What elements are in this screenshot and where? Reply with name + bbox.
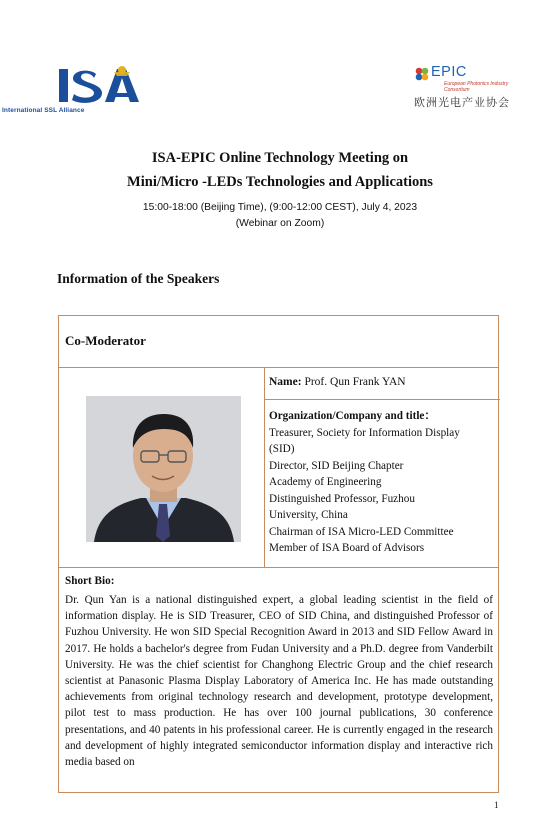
epic-logo-subtitle: European Photonics Industry Consortium: [444, 81, 509, 93]
organization-line: Treasurer, Society for Information Display: [269, 426, 460, 439]
isa-logo-icon: [58, 66, 142, 104]
organization-line: Academy of Engineering: [269, 476, 382, 488]
organization-line: Director, SID Beijing Chapter: [269, 459, 404, 472]
epic-logo-name: EPIC: [431, 64, 467, 80]
short-bio-text: Dr. Qun Yan is a national distinguished expert, a global leading scientist in the field of information display. He is SID Treasurer, CEO of SID China, and distinguished Professor of Fuzhou University. He won SID Special Recognition Award in 2013 and SID Fellow Award in 2017. He holds a bachelor's degree from Fudan University and a Ph.D. degree from Vanderbilt University. He was the chief scientist for Changhong Electric Group and the chief research scientist at Panasonic Plasma Display Laboratory of America Inc. He has made outstanding achievements from original technology research and development, prototype development, pilot test to mass production. He has over 100 journal publications, 30 conference presentations, and 40 patents in his professional career. He is currently engaged in the research and development of highly integrated semiconductor information display and interactive rich media based on: [65, 594, 493, 769]
meeting-title-line1: ISA-EPIC Online Technology Meeting on: [151, 150, 409, 166]
organization-line: Distinguished Professor, Fuzhou: [269, 492, 415, 505]
name-label: Name:: [269, 376, 302, 388]
speaker-role: Co-Moderator: [65, 333, 146, 348]
meeting-title-line2: Mini/Micro -LEDs Technologies and Applications: [127, 174, 433, 190]
speaker-organization: [269, 408, 497, 557]
organization-line: Chairman of ISA Micro-LED Committee: [269, 525, 454, 538]
table-row-divider: [59, 567, 498, 568]
meeting-venue: (Webinar on Zoom): [235, 218, 325, 229]
section-heading: Information of the Speakers: [57, 271, 220, 286]
table-column-divider: [264, 367, 265, 567]
isa-logo-subtitle: International SSL Alliance: [2, 107, 85, 114]
speaker-name-line: [269, 376, 406, 388]
epic-dots-icon: [414, 66, 430, 82]
table-row-divider: [59, 367, 498, 368]
meeting-time: 15:00-18:00 (Beijing Time), (9:00-12:00 CEST), July 4, 2023: [142, 202, 418, 213]
speaker-portrait-icon: [86, 396, 241, 542]
table-row-divider: [264, 399, 500, 400]
organization-label: Organization/Company and title：: [269, 410, 436, 422]
epic-logo: [414, 64, 510, 112]
page-number: 1: [494, 800, 499, 810]
speaker-name: Prof. Qun Frank YAN: [304, 376, 406, 388]
organization-line: (SID): [269, 443, 295, 455]
speaker-photo: [86, 396, 241, 542]
speaker-table: [58, 315, 499, 793]
epic-logo-cn-name: 欧洲光电产业协会: [414, 96, 510, 109]
organization-line: University, China: [269, 509, 348, 521]
organization-line: Member of ISA Board of Advisors: [269, 542, 425, 554]
short-bio-label: Short Bio:: [65, 575, 115, 587]
